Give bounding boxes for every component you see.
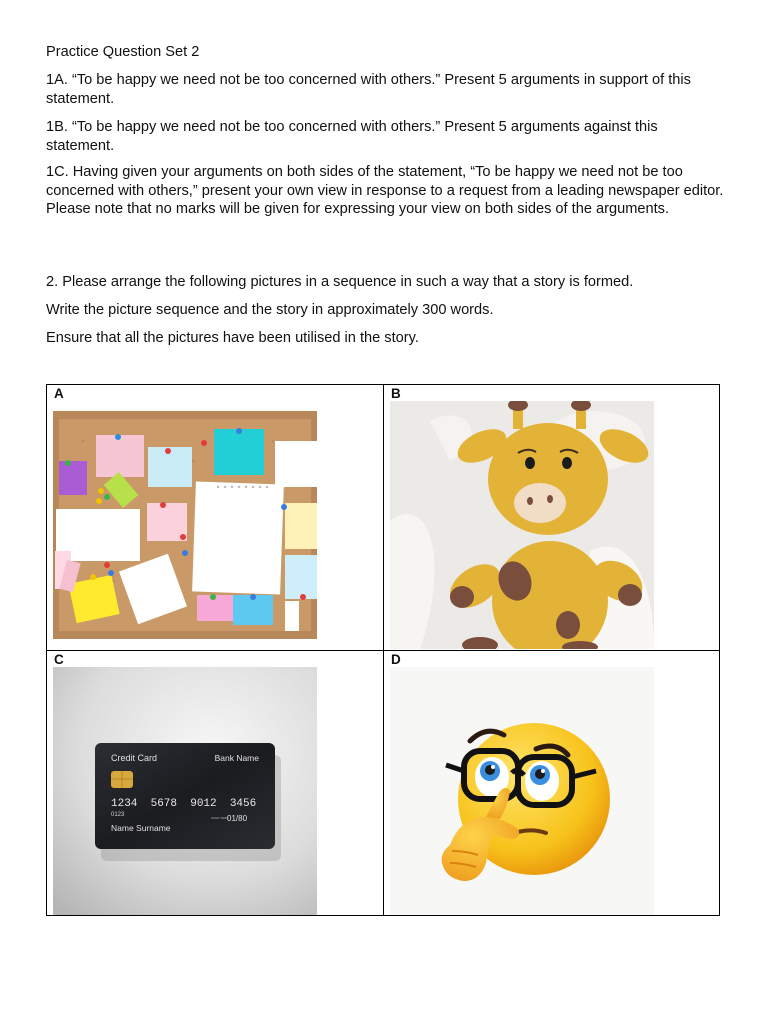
page-title: Practice Question Set 2 <box>46 44 200 60</box>
card-number: 1234 5678 9012 3456 <box>111 798 257 810</box>
card-valid-date: 01/80 <box>227 814 248 823</box>
picture-cell-c <box>47 651 384 915</box>
card-bank-name: Bank Name <box>214 753 259 763</box>
card-holder-name: Name Surname <box>111 823 171 833</box>
question-2-line-2: Write the picture sequence and the story in approximately 300 words. <box>46 302 494 318</box>
thinking-emoji-icon <box>390 667 654 915</box>
cell-label: B <box>391 386 401 401</box>
picture-cell-b <box>384 385 719 651</box>
cell-label: D <box>391 652 401 667</box>
picture-grid <box>46 384 720 916</box>
picture-cell-a <box>47 385 384 651</box>
question-2-line-3: Ensure that all the pictures have been utilised in the story. <box>46 330 419 346</box>
card-title: Credit Card <box>111 753 158 763</box>
card-small-number: 0123 <box>111 812 125 818</box>
giraffe-toy-icon <box>390 401 654 649</box>
question-1c: 1C. Having given your arguments on both sides of the statement, “To be happy we need not be too concerned with others,” present your own view in response to a request from a leading newspaper editor. Please note that no marks will be given for expressing your view on both sides of the arguments. <box>46 164 724 217</box>
question-2-line-1: 2. Please arrange the following pictures in a sequence in such a way that a story is formed. <box>46 274 634 290</box>
question-1a: 1A. “To be happy we need not be too concerned with others.” Present 5 arguments in support of this statement. <box>46 72 691 107</box>
corkboard-notes-icon <box>53 401 317 649</box>
cell-label: A <box>54 386 64 401</box>
picture-cell-d <box>384 651 719 915</box>
question-1b: 1B. “To be happy we need not be too concerned with others.” Present 5 arguments against this statement. <box>46 119 658 154</box>
card-valid-prefix: VALID THRU <box>211 816 229 820</box>
cell-label: C <box>54 652 64 667</box>
credit-card-icon <box>53 667 317 915</box>
